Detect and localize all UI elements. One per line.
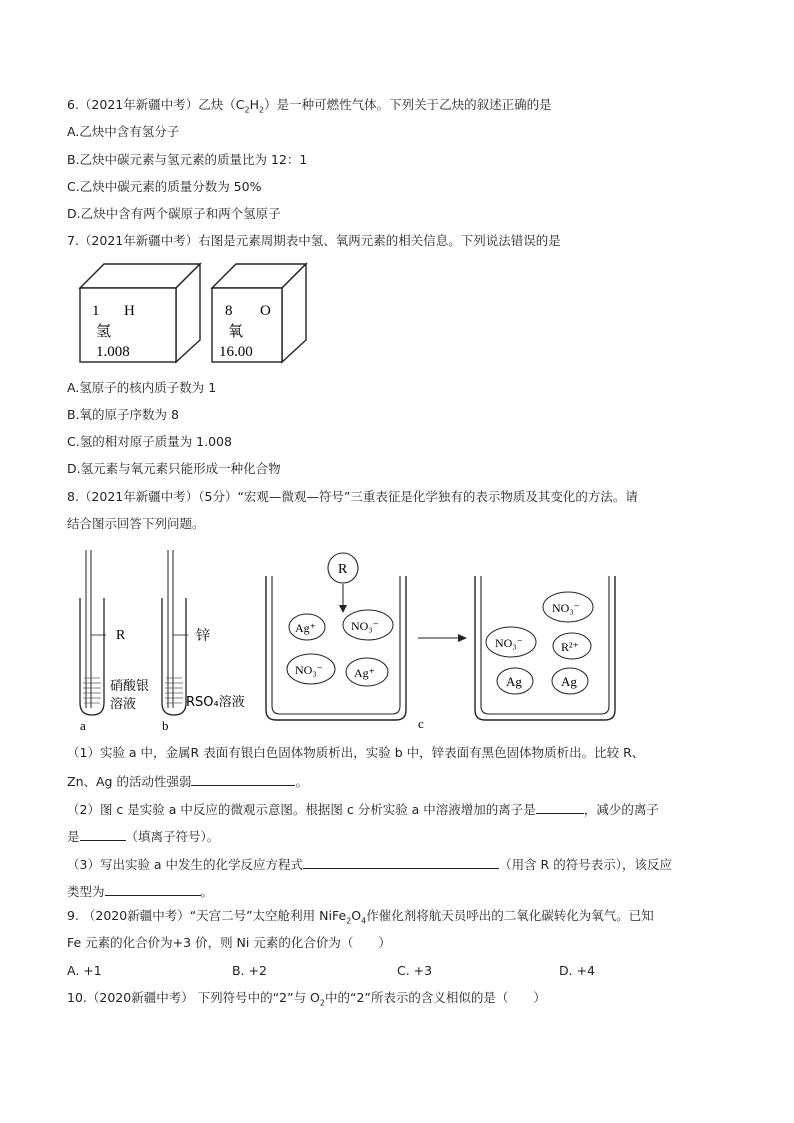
q6-option-d: D.乙炔中含有两个碳原子和两个氢原子: [67, 206, 281, 221]
test-tube-b: [162, 550, 245, 733]
q10-stem: 10.（2020新疆中考） 下列符号中的“2”与 $O_2$中的“2”所表示的含义相似的是（ ）: [67, 990, 546, 1008]
q9-option-c: C. +3: [397, 963, 433, 978]
q8-p3-line2: 类型为 。: [67, 884, 214, 899]
element-card-hydrogen: [80, 264, 200, 362]
tube-b-solution: RSO₄溶液: [186, 695, 245, 710]
figure-c-caption: c: [418, 716, 424, 731]
h-mass: 1.008: [96, 344, 130, 360]
o-symbol: O: [260, 303, 271, 319]
tube-a-caption: a: [80, 718, 86, 733]
ion-ag-plus-2: Ag⁺: [354, 666, 375, 680]
o-name: 氧: [228, 322, 244, 340]
experiment-figure: [70, 548, 740, 733]
h-symbol: H: [124, 303, 135, 319]
answer-blank-equation[interactable]: [303, 855, 499, 869]
o-atomic-number: 8: [225, 303, 233, 319]
tube-a-metal-label: R: [116, 628, 126, 643]
ion-no3-minus-2: NO₃⁻: [295, 663, 323, 677]
answer-blank-reaction-type[interactable]: [105, 882, 201, 896]
q9-stem-line1: 9. （2020新疆中考）“天宫二号”太空舱利用 $NiFe_2O_4$作催化剂将航天员呼出的二氧化碳转化为氧气。已知: [67, 908, 654, 926]
answer-blank-decreased-ion[interactable]: [80, 827, 126, 841]
q9-option-d: D. +4: [559, 963, 595, 978]
tube-a-solution-line2: 溶液: [110, 697, 137, 712]
tube-b-caption: b: [162, 718, 169, 733]
test-tube-a: [80, 550, 149, 733]
tube-a-solution-line1: 硝酸银: [110, 679, 150, 694]
q8-p2-line2: 是 （填离子符号）。: [67, 829, 220, 844]
q6-option-c: C.乙炔中碳元素的质量分数为 50%: [67, 179, 262, 194]
h-atomic-number: 1: [92, 303, 100, 319]
element-cards-figure: [78, 258, 318, 368]
ion-ag-plus-1: Ag⁺: [295, 621, 316, 635]
q8-p1-line2: Zn、Ag 的活动性强弱 。: [67, 774, 308, 789]
silver-atom-1: Ag: [506, 674, 522, 689]
ion-no3-minus-after-2: NO₃⁻: [495, 636, 523, 650]
beaker-before: [266, 553, 406, 720]
ion-no3-minus-after-1: NO₃⁻: [552, 601, 580, 615]
reaction-arrow: [418, 634, 467, 642]
silver-atom-2: Ag: [561, 674, 577, 689]
q9-stem-line2: Fe 元素的化合价为+3 价，则 Ni 元素的化合价为（ ）: [67, 935, 391, 950]
h-name: 氢: [96, 322, 112, 340]
element-card-oxygen: [212, 264, 306, 362]
answer-blank-increased-ion[interactable]: [536, 800, 584, 814]
q9-option-a: A. +1: [67, 963, 102, 978]
ion-no3-minus-1: NO₃⁻: [351, 619, 379, 633]
q6-option-a: A.乙炔中含有氢分子: [67, 124, 180, 139]
q8-stem-line1: 8.（2021年新疆中考）（5分）“宏观—微观—符号”三重表征是化学独有的表示物质及其变化的方法。请: [67, 489, 638, 504]
answer-blank-activity[interactable]: [191, 772, 295, 786]
q8-p3-line1: （3）写出实验 a 中发生的化学反应方程式 （用含 R 的符号表示），该反应: [67, 857, 672, 872]
q6-option-b: B.乙炔中碳元素与氢元素的质量比为 12：1: [67, 152, 308, 167]
q7-option-a: A.氢原子的核内质子数为 1: [67, 380, 217, 395]
q8-p1-line1: （1）实验 a 中，金属R 表面有银白色固体物质析出，实验 b 中，锌表面有黑色固体物质析出。比较 R、: [67, 745, 645, 760]
q7-option-b: B.氧的原子序数为 8: [67, 407, 179, 422]
q8-stem-line2: 结合图示回答下列问题。: [67, 516, 205, 531]
q9-option-b: B. +2: [232, 963, 267, 978]
tube-b-metal-label: 锌: [196, 628, 210, 644]
q8-p2-line1: （2）图 c 是实验 a 中反应的微观示意图。根据图 c 分析实验 a 中溶液增加的离子是 ，减少的离子: [67, 802, 659, 817]
q7-stem: 7.（2021年新疆中考）右图是元素周期表中氢、氧两元素的相关信息。下列说法错误的是: [67, 233, 561, 248]
q6-stem: 6.（2021年新疆中考）乙炔$(C_2H_2)$是一种可燃性气体。下列关于乙炔的叙述正确的是: [67, 97, 552, 115]
ion-r-2plus: R²⁺: [561, 640, 579, 654]
added-metal-R: R: [338, 562, 348, 577]
beaker-after: [475, 576, 615, 720]
q7-option-c: C.氢的相对原子质量为 1.008: [67, 434, 232, 449]
o-mass: 16.00: [219, 344, 253, 360]
q7-option-d: D.氢元素与氧元素只能形成一种化合物: [67, 461, 281, 476]
